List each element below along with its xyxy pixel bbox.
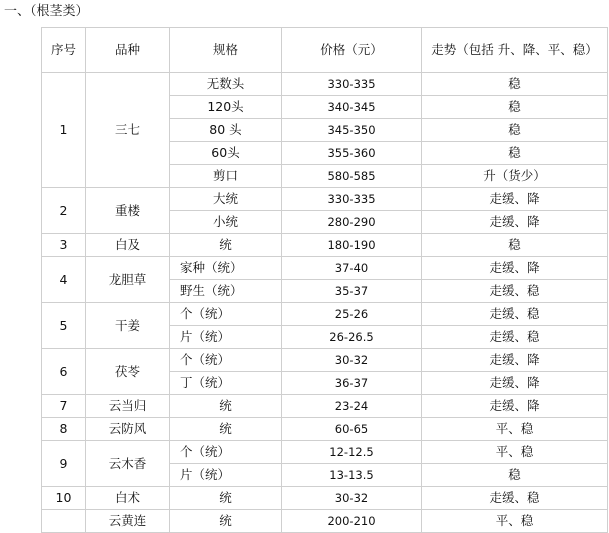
- name-cell: 云防风: [86, 418, 170, 441]
- spec-cell: 丁（统）: [170, 372, 282, 395]
- spec-cell: 野生（统）: [170, 280, 282, 303]
- name-cell: 白术: [86, 487, 170, 510]
- spec-cell: 个（统）: [170, 303, 282, 326]
- header-price: 价格（元）: [282, 28, 422, 73]
- name-cell: 龙胆草: [86, 257, 170, 303]
- spec-cell: 大统: [170, 188, 282, 211]
- seq-cell: 9: [42, 441, 86, 487]
- price-cell: 200-210: [282, 510, 422, 533]
- price-cell: 330-335: [282, 73, 422, 96]
- spec-cell: 80 头: [170, 119, 282, 142]
- name-cell: 云木香: [86, 441, 170, 487]
- trend-cell: 稳: [422, 96, 608, 119]
- table-row: [42, 510, 608, 533]
- spec-cell: 小统: [170, 211, 282, 234]
- header-seq: 序号: [42, 28, 86, 73]
- trend-cell: 走缓、降: [422, 188, 608, 211]
- spec-cell: 个（统）: [170, 349, 282, 372]
- price-cell: 280-290: [282, 211, 422, 234]
- name-cell: 干姜: [86, 303, 170, 349]
- spec-cell: 统: [170, 487, 282, 510]
- spec-cell: 统: [170, 395, 282, 418]
- spec-cell: 片（统）: [170, 464, 282, 487]
- name-cell: 白及: [86, 234, 170, 257]
- table-row: [42, 303, 608, 326]
- price-cell: 23-24: [282, 395, 422, 418]
- trend-cell: 稳: [422, 142, 608, 165]
- trend-cell: 走缓、稳: [422, 303, 608, 326]
- name-cell: 三七: [86, 73, 170, 188]
- seq-cell: [42, 510, 86, 533]
- price-cell: 345-350: [282, 119, 422, 142]
- table-row: [42, 73, 608, 96]
- seq-cell: 1: [42, 73, 86, 188]
- price-cell: 26-26.5: [282, 326, 422, 349]
- spec-cell: 统: [170, 510, 282, 533]
- price-cell: 340-345: [282, 96, 422, 119]
- trend-cell: 稳: [422, 73, 608, 96]
- table-row: [42, 349, 608, 372]
- seq-cell: 2: [42, 188, 86, 234]
- price-cell: 580-585: [282, 165, 422, 188]
- table-row: [42, 441, 608, 464]
- section-title: 一、（根茎类）: [4, 4, 89, 19]
- trend-cell: 平、稳: [422, 441, 608, 464]
- table-row: [42, 418, 608, 441]
- price-cell: 36-37: [282, 372, 422, 395]
- price-cell: 330-335: [282, 188, 422, 211]
- spec-cell: 剪口: [170, 165, 282, 188]
- price-cell: 12-12.5: [282, 441, 422, 464]
- table-row: [42, 487, 608, 510]
- table-row: [42, 188, 608, 211]
- header-name: 品种: [86, 28, 170, 73]
- header-spec: 规格: [170, 28, 282, 73]
- spec-cell: 无数头: [170, 73, 282, 96]
- price-cell: 35-37: [282, 280, 422, 303]
- trend-cell: 升（货少）: [422, 165, 608, 188]
- table-row: [42, 234, 608, 257]
- price-cell: 180-190: [282, 234, 422, 257]
- price-cell: 25-26: [282, 303, 422, 326]
- trend-cell: 走缓、稳: [422, 326, 608, 349]
- price-cell: 30-32: [282, 349, 422, 372]
- table-row: [42, 395, 608, 418]
- seq-cell: 10: [42, 487, 86, 510]
- seq-cell: 6: [42, 349, 86, 395]
- trend-cell: 平、稳: [422, 510, 608, 533]
- seq-cell: 8: [42, 418, 86, 441]
- price-cell: 37-40: [282, 257, 422, 280]
- trend-cell: 稳: [422, 464, 608, 487]
- trend-cell: 稳: [422, 119, 608, 142]
- spec-cell: 统: [170, 234, 282, 257]
- trend-cell: 走缓、稳: [422, 487, 608, 510]
- trend-cell: 平、稳: [422, 418, 608, 441]
- trend-cell: 走缓、降: [422, 395, 608, 418]
- table-row: [42, 257, 608, 280]
- trend-cell: 走缓、降: [422, 349, 608, 372]
- spec-cell: 个（统）: [170, 441, 282, 464]
- price-cell: 60-65: [282, 418, 422, 441]
- name-cell: 云当归: [86, 395, 170, 418]
- name-cell: 云黄连: [86, 510, 170, 533]
- price-cell: 13-13.5: [282, 464, 422, 487]
- table-header-row: [42, 28, 608, 73]
- seq-cell: 4: [42, 257, 86, 303]
- price-table: [41, 27, 608, 533]
- header-trend: 走势（包括 升、降、平、稳）: [422, 28, 608, 73]
- spec-cell: 120头: [170, 96, 282, 119]
- seq-cell: 3: [42, 234, 86, 257]
- trend-cell: 稳: [422, 234, 608, 257]
- trend-cell: 走缓、稳: [422, 280, 608, 303]
- spec-cell: 60头: [170, 142, 282, 165]
- seq-cell: 5: [42, 303, 86, 349]
- name-cell: 茯苓: [86, 349, 170, 395]
- trend-cell: 走缓、降: [422, 211, 608, 234]
- spec-cell: 片（统）: [170, 326, 282, 349]
- spec-cell: 统: [170, 418, 282, 441]
- trend-cell: 走缓、降: [422, 257, 608, 280]
- spec-cell: 家种（统）: [170, 257, 282, 280]
- name-cell: 重楼: [86, 188, 170, 234]
- trend-cell: 走缓、降: [422, 372, 608, 395]
- price-cell: 355-360: [282, 142, 422, 165]
- price-cell: 30-32: [282, 487, 422, 510]
- seq-cell: 7: [42, 395, 86, 418]
